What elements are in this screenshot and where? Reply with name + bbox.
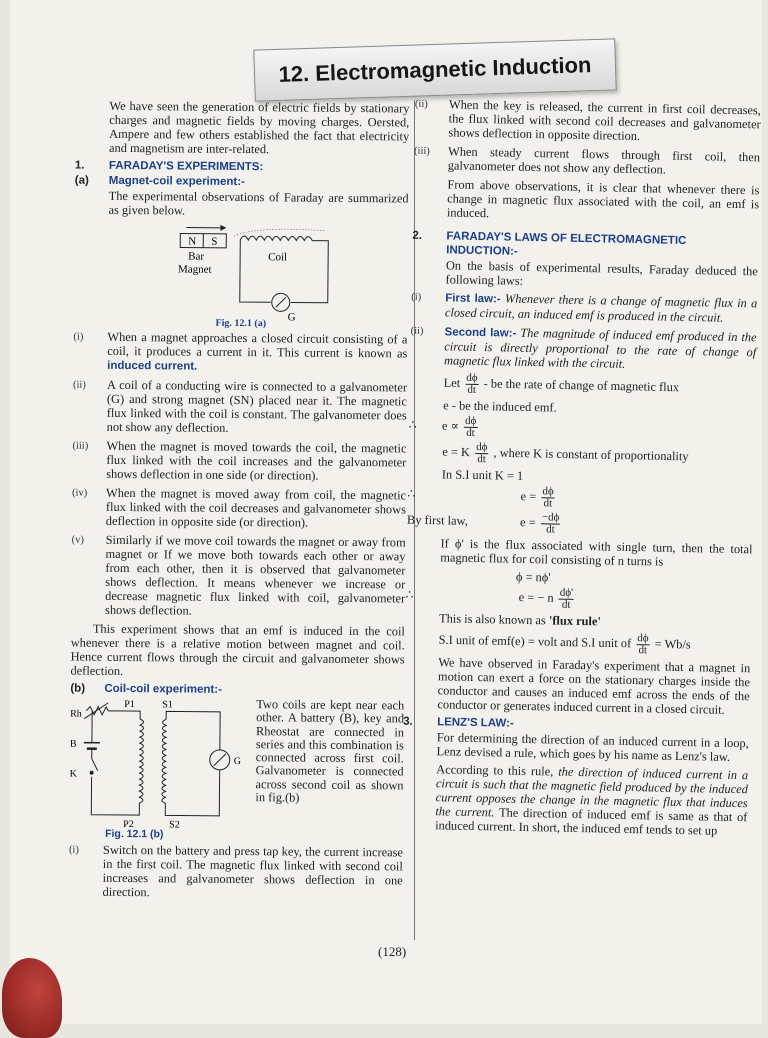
section-title: FARADAY'S LAWS OF ELECTROMAGNETIC INDUCTION:-	[446, 229, 758, 263]
equation-first-law: By first law, e = $\frac{-d\phi}{dt}$	[407, 510, 753, 540]
section-faraday-laws: 2. FARADAY'S LAWS OF ELECTROMAGNETIC INDUCTION:-	[412, 229, 758, 264]
coil-label: Coil	[268, 251, 287, 263]
equation-phi-n: ϕ = nϕ'	[406, 568, 752, 589]
galvanometer-label: G	[288, 311, 296, 323]
p1-label: P1	[124, 699, 135, 710]
flux-rule-term: 'flux rule'	[549, 613, 601, 628]
observation-paragraph: From above observations, it is clear that whenever there is change in magnetic flux associated with the coil, an emf is induced.	[413, 177, 760, 226]
right-column	[401, 97, 761, 843]
subsection-title: Magnet-coil experiment:-	[109, 174, 245, 189]
equation-e: ∴ e = $\frac{d\phi}{dt}$	[407, 484, 753, 514]
magnet-coil-intro: The experimental observations of Faraday are summarized as given below.	[74, 189, 408, 220]
list-item: (ii) When the key is released, the current in first coil decreases, the flux linked with second coil decreases and galvanometer shows deflection in opposite direction.	[414, 97, 761, 146]
list-item: (iv) When the magnet is moved away from coil, the magnetic flux linked with the coil decreases and galvanometer shows deflection in opposite side (or direction).	[72, 486, 406, 531]
circuit-wire	[240, 240, 272, 302]
subsection-coil-coil: (b) Coil-coil experiment:-	[70, 682, 404, 699]
magnet-label: Magnet	[178, 263, 212, 275]
tap-key	[90, 771, 94, 775]
figure-caption-b: Fig. 12.1 (b)	[69, 827, 403, 844]
chapter-title: 12. Electromagnetic Induction	[278, 52, 592, 88]
key-label: K	[70, 769, 78, 780]
fraction-dphi-dt: $\frac{d\phi}{dt}$	[465, 373, 479, 396]
flux-rule-paragraph: This is also known as 'flux rule'	[405, 611, 751, 632]
equation-constant: e = K $\frac{d\phi}{dt}$ , where K is constant of proportionality	[408, 441, 754, 471]
secondary-coil	[162, 719, 166, 803]
primary-circuit-wire	[84, 711, 92, 743]
coil-coil-block	[69, 697, 404, 832]
si-unit-k: In S.I unit K = 1	[408, 467, 754, 488]
section-title: LENZ'S LAW:-	[437, 715, 514, 730]
arrow-head	[220, 225, 226, 231]
subsection-magnet-coil: (a) Magnet-coil experiment:-	[75, 174, 409, 191]
magnet-n-label: N	[188, 236, 196, 248]
subsection-title: Coil-coil experiment:-	[104, 682, 222, 697]
first-law-title: First law:-	[445, 292, 501, 305]
coil-field-dots	[234, 229, 324, 237]
lenz-intro: For determining the direction of an induced current in a loop, Lenz devised a rule, which goes by his name as Lenz's law.	[402, 730, 748, 765]
intro-paragraph: We have seen the generation of electric fields by stationary charges and magnetic fields by moving charges. Oersted, Ampere and few others established the fact that electricity and magnetism are inter-related.	[75, 99, 409, 158]
list-item: (iii) When the magnet is moved towards the coil, the magnetic flux linked with the coil increases and the galvanometer shows deflection in one side (or direction).	[72, 439, 406, 484]
figure-magnet-coil	[74, 221, 409, 330]
figure-caption-a: Fig. 12.1 (a)	[216, 318, 267, 329]
list-item: (iii) When steady current flows through first coil, then galvanometer does not show any deflection.	[414, 144, 760, 179]
flux-turns-paragraph: If ϕ' is the flux associated with single turn, then the total magnetic flux for coil consisting of n turns is	[406, 536, 752, 571]
p2-label: P2	[123, 819, 134, 830]
equation-e-def: e - be the induced emf.	[409, 398, 755, 419]
si-units-line: S.I unit of emf(e) = volt and S.I unit of $\frac{d\phi}{dt}$ = Wb/s	[404, 629, 750, 659]
list-item: (ii) A coil of a conducting wire is connected to a galvanometer (G) and strong magnet (SN) placed near it. The magnetic flux linked with the coil is constant. The galvanometer does not show any deflection.	[73, 378, 407, 437]
battery-label: B	[70, 739, 77, 750]
finger-thumb	[2, 958, 62, 1038]
list-item: (v) Similarly if we move coil towards the magnet or away from magnet or If we move both towards each other or away from each other, then it is observed that galvanometer shows deflection. It means whenever we increase or decrease magnetic flux linked with coil, galvanometer shows deflection.	[71, 533, 406, 620]
lenz-rule-statement: the direction of induced current in a circuit is such that the magnetic field produced by the induced current opposes the change in the magnetic flux that induces the current.	[435, 765, 748, 820]
first-law-text: Whenever there is a change of magnetic flux in a closed circuit, an induced emf is produced in the circuit.	[445, 292, 757, 325]
bar-label: Bar	[188, 251, 204, 263]
section-lenz-law: 3. LENZ'S LAW:-	[403, 715, 749, 736]
section-title: FARADAY'S EXPERIMENTS:	[109, 159, 264, 174]
figure-coil-coil	[69, 697, 252, 831]
list-item: (i) When a magnet approaches a closed circuit consisting of a coil, it produces a current in it. This current is known as induced current.	[73, 330, 407, 376]
list-item: (i) Switch on the battery and press tap key, the current increase in the first coil. The magnetic flux linked with second coil increases and galvanometer shows deflection in one direction.	[69, 843, 403, 902]
page-number: (128)	[378, 944, 406, 960]
conclusion-paragraph: This experiment shows that an emf is induced in the coil whenever there is a relative motion between magnet and coil. Hence current flows through the circuit and galvanometer shows deflection.	[70, 622, 404, 681]
force-paragraph: We have observed in Faraday's experiment that a magnet in motion can exert a force on the stationary charges inside the conductor and causes an induced emf across the ends of the conductor or generates induced current in a closed circuit.	[403, 655, 750, 718]
second-law-text: The magnitude of induced emf produced in the circuit is directly proportional to the rate of change of magnetic flux linked with the circuit.	[444, 326, 757, 371]
first-law: (i) First law:- Whenever there is a change of magnetic flux in a closed circuit, an induced emf is produced in the circuit.	[411, 290, 757, 326]
coil-coil-description: Two coils are kept near each other. A battery (B), key and Rheostat are connected in series and this combination is connected across first coil. Galvanometer is connected across second coil as shown in fig.(b)	[255, 698, 404, 827]
magnet-s-label: S	[211, 236, 217, 248]
primary-coil	[139, 719, 143, 803]
second-law-title: Second law:-	[444, 326, 516, 339]
equation-let: Let $\frac{d\phi}{dt}$ - be the rate of change of magnetic flux	[409, 372, 755, 402]
equation-proportional: ∴ e ∝ $\frac{d\phi}{dt}$	[409, 415, 755, 445]
left-column	[68, 99, 409, 907]
chapter-title-banner	[253, 38, 616, 101]
second-law: (ii) Second law:- The magnitude of induced emf produced in the circuit is directly proportional to the rate of change of magnetic flux linked with the circuit.	[410, 324, 757, 374]
s2-label: S2	[169, 819, 180, 830]
page	[10, 0, 762, 1024]
rheostat-label: Rh	[70, 709, 82, 720]
coil-turns	[240, 236, 312, 241]
s1-label: S1	[162, 699, 173, 710]
section-faraday-experiments: 1. FARADAY'S EXPERIMENTS:	[75, 159, 409, 176]
faraday-laws-intro: On the basis of experimental results, Faraday deduced the following laws:	[411, 258, 757, 293]
induced-current-term: induced current.	[107, 360, 197, 373]
equation-e-n: ∴ e = − n $\frac{d\phi'}{dt}$	[405, 585, 751, 615]
lenz-rule: According to this rule, the direction of induced current in a circuit is such that the magnetic field produced by the induced current opposes the change in the magnetic flux that induces the current. The direction of induced emf is same as that of induced current. In short, the induced emf tends to set up	[401, 762, 748, 839]
rheostat	[86, 707, 108, 715]
galvanometer-label: G	[234, 756, 241, 767]
secondary-circuit-wire	[166, 711, 220, 749]
